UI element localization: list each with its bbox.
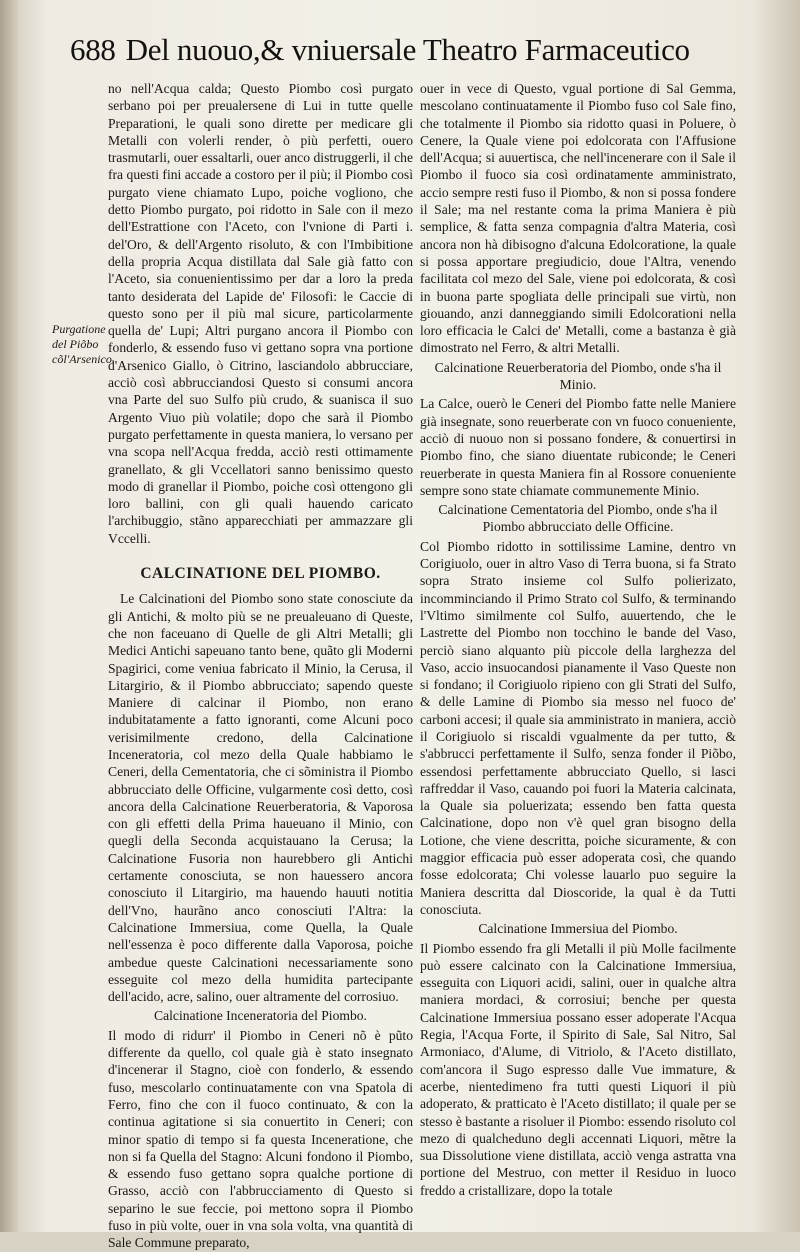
marginal-note: Purgatione del Piõbo cõl'Arsenico. (52, 322, 115, 366)
page-edge-shadow (752, 0, 800, 1232)
running-header (70, 32, 770, 78)
left-column (108, 80, 413, 1251)
left-paragraph-2: Le Calcinationi del Piombo sono state conosciute da gli Antichi, & molto più se ne preualeuano di Queste, che non faceuano di Quelle de gli Altri Metalli; gli Medici Antichi sapeuano tanto bene, quãto gli Moderni Spagirici, come veniua fabricato il Minio, la Cerusa, il Litargirio, & il Piombo abbrucciato; sapendo queste Maniere di calcinar il Piombo, non erano indubitatamente a fatto ignoranti, come Alcuni poco verisimilmente credono, della Calcinatione Inceneratoria, col mezo della Quale habbiamo le Ceneri, della Cementatoria, che ci sõministra il Piombo abbrucciato delle Officine, vulgarmente così detto, così ancora della Calcinatione Reuerberatoria, & Vaporosa con gli effetti della Prima haueuano il Minio, con quegli della Seconda acquistauano la Cerusa; la Calcinatione Fusoria non haurebbero gli Antichi certamente conosciuta, se non hauessero ancora conosciuto il Litargirio, ma hauendo hauuti notitia dell'Vno, haurãno anco conosciuti l'Altra: la Calcinatione Immersiua, come Quella, la Quale nell'essenza è poco differente dalla Vaporosa, poiche ambedue queste Calcinationi necessariamente sono esseguite col mezo della humidita partecipante dell'acido, acre, salino, ouer altramente del corrosiuo. (108, 591, 413, 1005)
left-paragraph-1: no nell'Acqua calda; Questo Piombo così purgato serbano poi per preualersene di Lui in tutte quelle Preparationi, le quali sono dirette per medicare gli Metalli con volerli render, ò più perfetti, ouero trasmutarli, ouer essaltarli, ouer anco distruggerli, il che fra questi fini accade a costoro per il più; il Piombo così purgato viene chiamato Lupo, poiche vogliono, che detto Piombo purgato, poi ridotto in Sale con il mezo dell'Estrattione con l'Aceto, con l'vnione di Parti i. del'Oro, & dell'Argento risoluto, & con l'Imbibitione della propria Acqua distillata dal Sale già fatto con l'Aceto, sia conuenientissimo per dar a loro la preda tanto desiderata del Lapide de' Filosofi: le Caccie di questo sono per il più mal sicure, particolarmente quella de' Lupi; Altri purgano ancora il Piombo con fonderlo, & essendo fuso vi gettano sopra vna portione d'Arsenico Giallo, ò Citrino, lasciandolo abbrucciare, acciò così abbrucciandosi Questo si consumi ancora vna Parte del suo Sulfo più crudo, & suanisca il suo Argento Viuo più volatile; dopo che sarà il Piombo purgato perfettamente in questa maniera, lo versano per vna scopa nell'Acqua fredda, acciò resti ottimamente granellato, & gli Vccellatori sanno benissimo questo modo di granellar il Piombo, poiche così ottengono gli loro ballini, con gli quali hauendo caricato l'archibuggio, stãno apparecchiati per ammazzare gli Vccelli. (108, 81, 413, 546)
right-paragraph-2: La Calce, ouerò le Ceneri del Piombo fatte nelle Maniere già insegnate, sono reuerberate con vn fuoco conueniente, acciò di nuouo non si possano fondere, & conuertirsi in Piombo fino, che siano diuentate rubiconde; le Ceneri reuerberate in questa Maniera fin al Rossore conueniente sempre sono state chiamate communemente Minio. (420, 396, 736, 498)
right-subheading-3: Calcinatione Immersiua del Piombo. (478, 921, 678, 937)
right-column (420, 80, 736, 1220)
right-paragraph-1: ouer in vece di Questo, vgual portione di Sal Gemma, mescolano continuatamente il Piombo fuso col Sale fino, che totalmente il Piombo sia ridotto quasi in Poluere, ò Cenere, la Quale viene poi edolcorata con l'Affusione dell'Acqua; si auuertisca, che nell'incenerare con il Sale il Piombo il fuoco sia così ordinatamente amministrato, accio sempre resti fuso il Piombo, & non si possa fondere il Sale; ma nel restante coma la prima Maniera è più semplice, & fatta senza compagnia d'altra Materia, così ancora non hà dibisogno d'alcuna Edolcoratione, la quale si possa apportare pregiudicio, doue l'Altra, venendo facilitata col mezo del Sale, viene poi edolcorata, & così in buona parte spogliata delle principali sue virtù, non giouando, anzi danneggiando simili Edolcorationi nella loro efficacia le Calci de' Metalli, come a bastanza è già dimostrato nel Ferro, & altri Metalli. (420, 81, 736, 356)
right-subheading-1: Calcinatione Reuerberatoria del Piombo, onde s'ha il Minio. (434, 359, 722, 393)
section-heading: CALCINATIONE DEL PIOMBO. (140, 565, 381, 583)
right-subheading-2: Calcinatione Cementatoria del Piombo, onde s'ha il Piombo abbrucciato delle Officine. (438, 502, 718, 535)
page-number: 688 (70, 32, 116, 67)
left-paragraph-3: Il modo di ridurr' il Piombo in Ceneri nõ è pũto differente da quello, col quale già è stato insegnato d'incenerar il Stagno, cioè con fonderlo, & essendo fuso, mescolarlo continuatamente con vna Spatola di Ferro, fino che con il fuoco continuato, & con la continua agitatione si sia conuertito in Ceneri; con minor spatio di tempo si fa questa Inceneratione, che non si fa Quella del Stagno: Alcuni fondono il Piombo, & essendo fuso gettano sopra qualche portione di Grasso, acciò con l'abbrucciamento di Questo si separino le sue feccie, poi mettono sopra il Piombo fuso in più volte, ouer in vna sola volta, vna quantità di Sale Commune preparato, (108, 1027, 413, 1251)
right-paragraph-3: Col Piombo ridotto in sottilissime Lamine, dentro vn Corigiuolo, ouer in altro Vaso di Terra buona, si fa Strato sopra Strato insieme col Sulfo polierizato, incomminciando il Primo Strato col Sulfo, & terminando l'Vltimo similmente col Sulfo, auuertendo, che le Lastrette del Piombo non tocchino le bande del Vaso, perciò siano alquanto più piccole della larghezza del Vaso, accio insuocandosi pianamente il Vaso Queste non si fondano; il Corigiuolo ripieno con gli Strati del Sulfo, & delle Lamine di Piombo sia messo nel fuoco de' carboni accesi; il quale sia amministrato in maniera, acciò il Corigiuolo si riscaldi vgualmente da per tutto, & s'abbrucci perfettamente il Sulfo, senza fonder il Piõbo, essendosi perfettamente abbrucciato Quello, si lasci raffreddar il Vaso, cauando poi fuori la Materia calcinata, la Quale sia poluerizata; essendo ben fatta questa Calcinatione, dopo non v'è quel gran bisogno della Lotione, che viene descritta, poiche sicuramente, & con maggior efficacia può esser adoperata così, che quando fosse edolcorata; Chi volesse lauarlo puo seguire la Maniera descritta dal Dioscoride, la qual è da Tutti conosciuta. (420, 538, 736, 917)
running-title: Del nuouo,& vniuersale Theatro Farmaceutico (125, 32, 690, 67)
left-subheading-1: Calcinatione Inceneratoria del Piombo. (154, 1008, 367, 1024)
book-spine-shadow (0, 0, 18, 1232)
right-paragraph-4: Il Piombo essendo fra gli Metalli il più Molle facilmente può essere calcinato con la Calcinatione Immersiua, esseguita con Liquori acidi, salini, ouer in qualche altra maniera mordaci, & corrosiui; benche per questa Calcinatione Immersiua possano esser adoperate l'Acqua Regia, l'Acqua Forte, il Spirito di Sale, Sal Nitro, Sal Armoniaco, d'Alume, di Vitriolo, & l'Aceto distillato, com'ancora il Sugo espresso dalle Vue immature, & acerbe, nientedimeno fra tutti questi Liquori il più adoperato, & pratticato è l'Aceto distillato; il quale per se stesso è bastante a risoluer il Piombo: essendo risoluto col mezo di qualcheduno degli accennati Liquori, mẽtre la sua Dissolutione viene distillata, acciò venga astratta vna portione del Mestruo, con metter il Residuo in luoco freddo a cristallizare, dopo la totale (420, 940, 737, 1198)
